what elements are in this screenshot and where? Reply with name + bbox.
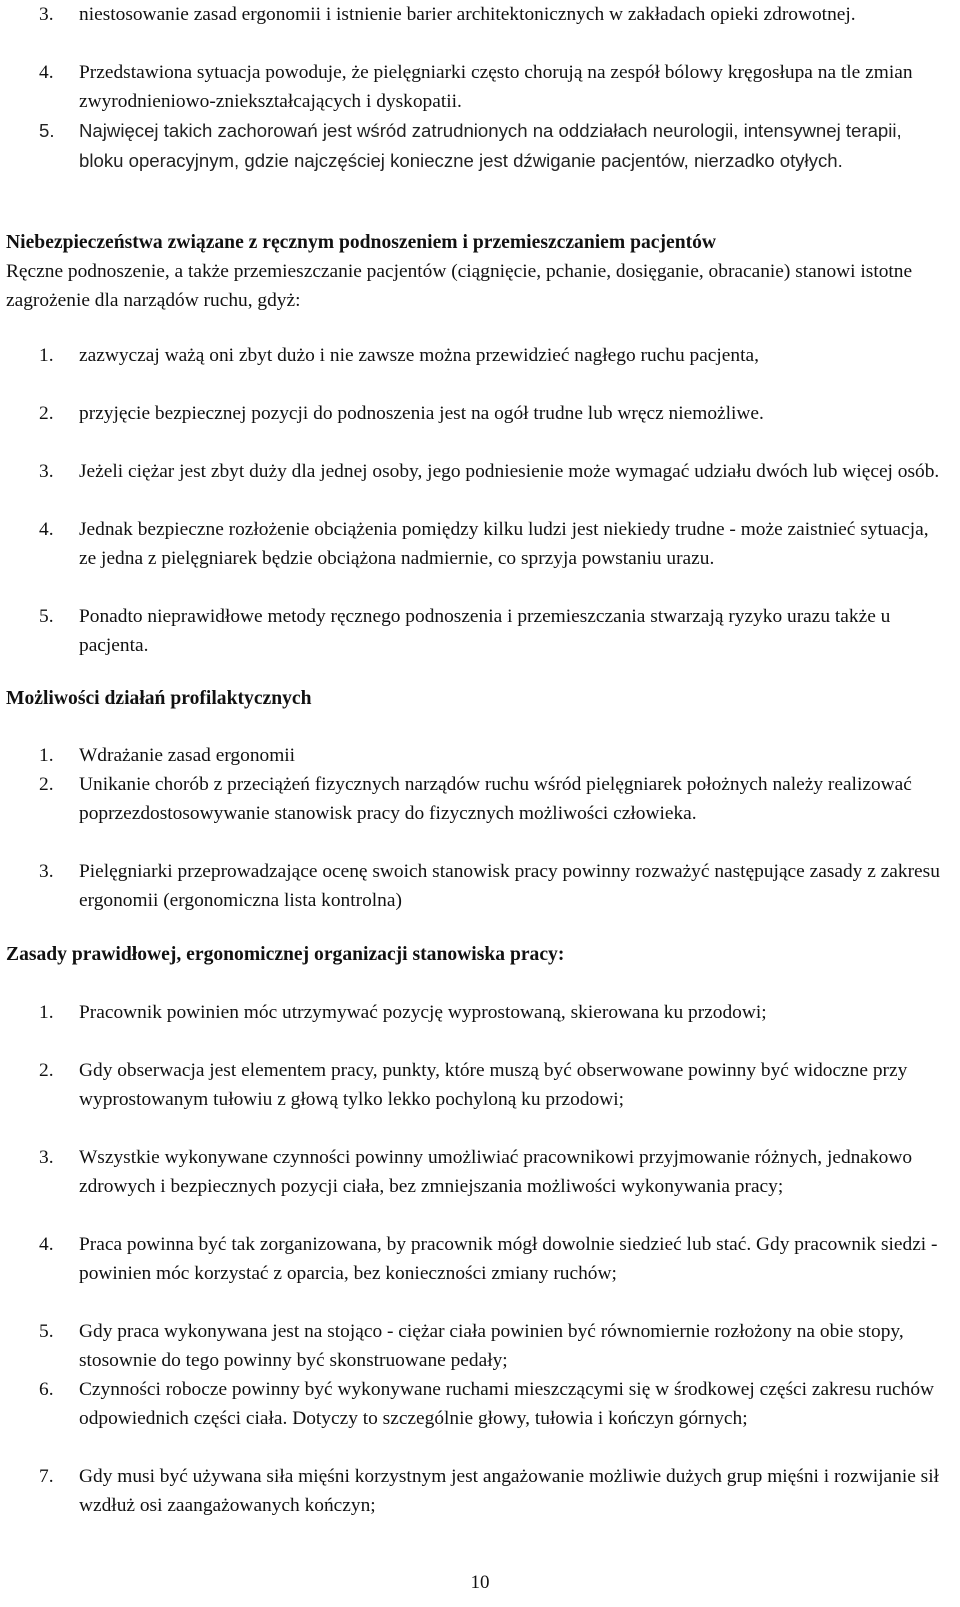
- section-heading: Możliwości działań profilaktycznych: [6, 688, 312, 709]
- list-item: [6, 741, 940, 770]
- list-text: Jeżeli ciężar jest zbyt duży dla jednej osoby, jego podniesienie może wymagać udziału dwóch lub więcej osób.: [79, 461, 940, 482]
- list-number: 2.: [39, 403, 54, 424]
- list-number: 3.: [39, 461, 54, 482]
- list-item: [6, 116, 940, 203]
- list-number: 5.: [39, 120, 55, 141]
- list-text: Ponadto nieprawidłowe metody ręcznego podnoszenia i przemieszczania stwarzają ryzyko urazu także u pacjenta.: [79, 606, 891, 656]
- list-item: [6, 1462, 940, 1520]
- list-text: Gdy praca wykonywana jest na stojąco - ciężar ciała powinien być równomiernie rozłożony na obie stopy, stosownie do tego powinny być skonstruowane pedały;: [79, 1321, 904, 1371]
- list-item: [6, 857, 940, 915]
- list-number: 1.: [39, 345, 54, 366]
- list-number: 3.: [39, 861, 54, 882]
- section-heading: Zasady prawidłowej, ergonomicznej organizacji stanowiska pracy:: [6, 944, 565, 965]
- list-item: [6, 1056, 940, 1143]
- section-intro: Ręczne podnoszenie, a także przemieszczanie pacjentów (ciągnięcie, pchanie, dosięganie, obracanie) stanowi istotne zagrożenie dla narządów ruchu, gdyż:: [6, 261, 913, 311]
- list-text: Gdy musi być używana siła mięśni korzystnym jest angażowanie możliwie dużych grup mięśni i rozwijanie sił wzdłuż osi zaangażowanych kończyn;: [79, 1466, 939, 1516]
- list-number: 1.: [39, 745, 54, 766]
- list-number: 2.: [39, 1060, 54, 1081]
- list-number: 4.: [39, 519, 54, 540]
- list-number: 1.: [39, 1002, 54, 1023]
- list-number: 6.: [39, 1379, 54, 1400]
- list-item: [6, 602, 940, 660]
- hazards-list: [6, 341, 940, 660]
- list-text: Wszystkie wykonywane czynności powinny umożliwiać pracownikowi przyjmowanie różnych, jednakowo zdrowych i bezpiecznych pozycji ciała, bez zmniejszania możliwości wykonywania pracy;: [79, 1147, 913, 1197]
- list-item: [6, 341, 940, 399]
- list-number: 4.: [39, 1234, 54, 1255]
- list-text: Pracownik powinien móc utrzymywać pozycję wyprostowaną, skierowana ku przodowi;: [79, 1002, 767, 1023]
- list-text: Najwięcej takich zachorowań jest wśród zatrudnionych na oddziałach neurologii, intensywnej terapii, bloku operacyjnym, gdzie najczęściej konieczne jest dźwiganie pacjentów, nierzadko otyłych.: [79, 120, 902, 171]
- list-item: [6, 998, 940, 1056]
- list-item: [6, 1143, 940, 1230]
- list-text: Jednak bezpieczne rozłożenie obciążenia pomiędzy kilku ludzi jest niekiedy trudne - może zaistnieć sytuacja, ze jedna z pielęgniarek będzie obciążona nadmiernie, co sprzyja powstaniu urazu.: [79, 519, 929, 569]
- list-item: [6, 1375, 940, 1462]
- list-text: niestosowanie zasad ergonomii i istnienie barier architektonicznych w zakładach opieki zdrowotnej.: [79, 4, 856, 25]
- list-text: Przedstawiona sytuacja powoduje, że pielęgniarki często chorują na zespół bólowy kręgosłupa na tle zmian zwyrodnieniowo-zniekształcających i dyskopatii.: [79, 62, 913, 112]
- list-number: 7.: [39, 1466, 54, 1487]
- list-text: Unikanie chorób z przeciążeń fizycznych narządów ruchu wśród pielęgniarek położnych należy realizować poprzezdostosowywanie stanowisk pracy do fizycznych możliwości człowieka.: [79, 774, 912, 824]
- rules-list: [6, 998, 940, 1520]
- list-number: 3.: [39, 1147, 54, 1168]
- list-text: Pielęgniarki przeprowadzające ocenę swoich stanowisk pracy powinny rozważyć następujące zasady z zakresu ergonomii (ergonomiczna lista kontrolna): [79, 861, 940, 911]
- list-text: Czynności robocze powinny być wykonywane ruchami mieszczącymi się w środkowej części zakresu ruchów odpowiednich części ciała. Dotyczy to szczególnie głowy, tułowia i kończyn górnych;: [79, 1379, 935, 1429]
- list-text: Gdy obserwacja jest elementem pracy, punkty, które muszą być obserwowane powinny być widoczne przy wyprostowanym tułowiu z głową tylko lekko pochyloną ku przodowi;: [79, 1060, 908, 1110]
- section-prevention: [6, 684, 940, 713]
- list-item: [6, 515, 940, 602]
- top-list: [6, 0, 940, 203]
- list-number: 3.: [39, 4, 54, 25]
- section-heading: Niebezpieczeństwa związane z ręcznym podnoszeniem i przemieszczaniem pacjentów: [6, 232, 717, 253]
- list-item: [6, 58, 940, 116]
- section-rules: [6, 940, 940, 969]
- list-text: Wdrażanie zasad ergonomii: [79, 745, 296, 766]
- list-item: [6, 1230, 940, 1317]
- list-item: [6, 770, 940, 857]
- list-number: 5.: [39, 1321, 54, 1342]
- list-number: 5.: [39, 606, 54, 627]
- list-number: 4.: [39, 62, 54, 83]
- list-text: zazwyczaj ważą oni zbyt dużo i nie zawsze można przewidzieć nagłego ruchu pacjenta,: [79, 345, 759, 366]
- list-item: [6, 0, 940, 58]
- section-hazards: [6, 228, 940, 315]
- list-item: [6, 399, 940, 457]
- list-item: [6, 457, 940, 515]
- list-number: 2.: [39, 774, 54, 795]
- list-text: Praca powinna być tak zorganizowana, by pracownik mógł dowolnie siedzieć lub stać. Gdy pracownik siedzi - powinien móc korzystać z oparcia, bez konieczności zmiany ruchów;: [79, 1234, 938, 1284]
- page-number: 10: [470, 1572, 490, 1593]
- list-item: [6, 1317, 940, 1375]
- prevention-list: [6, 741, 940, 915]
- list-text: przyjęcie bezpiecznej pozycji do podnoszenia jest na ogół trudne lub wręcz niemożliwe.: [79, 403, 764, 424]
